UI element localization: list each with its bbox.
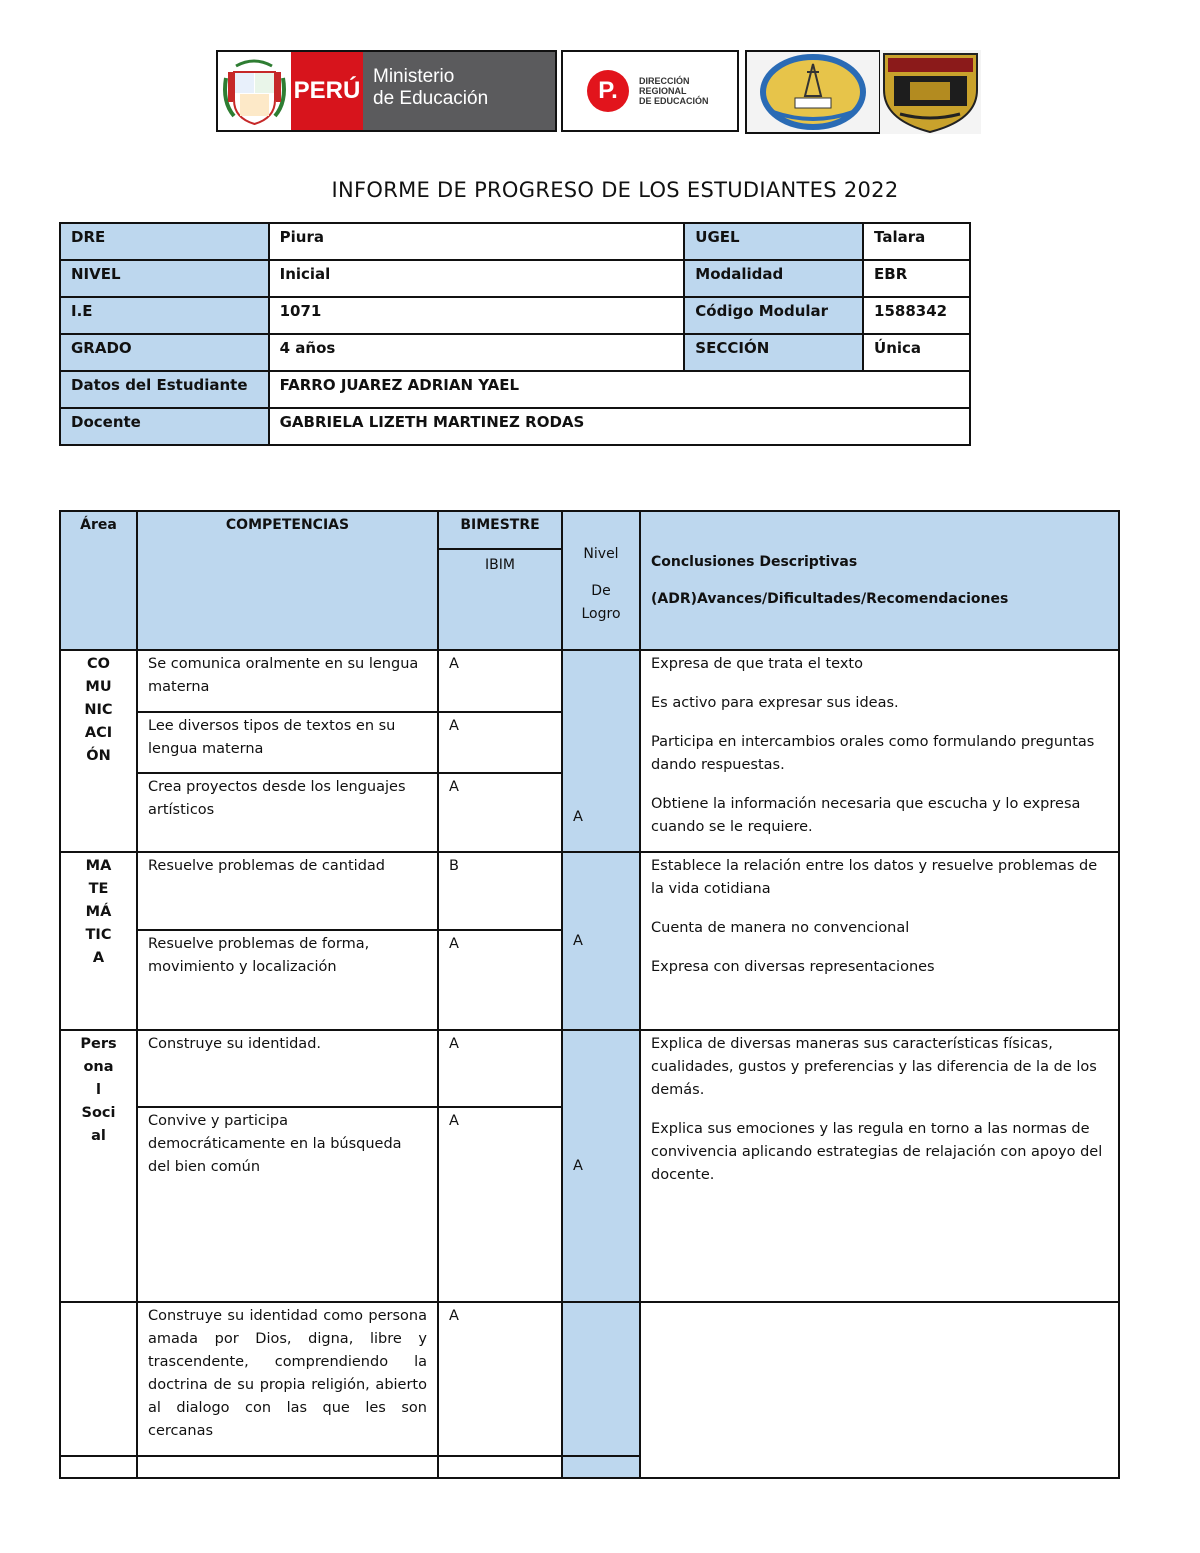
ie-value: 1071 [269, 297, 685, 334]
info-row-ie [60, 297, 970, 334]
grado-value: 4 años [269, 334, 685, 371]
area-text: al [91, 1128, 106, 1144]
school-emblem-icon [745, 50, 881, 134]
area-text: MÁ [85, 904, 112, 920]
dre-label: DRE [60, 223, 269, 260]
header-area: Área [60, 511, 137, 650]
dre-line-1: DIRECCIÓN [639, 76, 690, 86]
conclusion-text: Participa en intercambios orales como formulando preguntas dando respuestas. [651, 734, 1095, 773]
competencia-text: Lee diversos tipos de textos en su lengua materna [137, 712, 438, 773]
area-text: TIC [85, 927, 112, 943]
header-nivel-3: Logro [581, 606, 621, 622]
minedu-line-2: de Educación [373, 88, 489, 109]
area-text: ona [83, 1059, 114, 1075]
area-personal-social [60, 1030, 137, 1302]
estudiante-value: FARRO JUAREZ ADRIAN YAEL [269, 371, 970, 408]
grado-label: GRADO [60, 334, 269, 371]
competencia-grade: A [438, 1107, 562, 1302]
codigo-modular-value: 1588342 [863, 297, 970, 334]
ie-label: I.E [60, 297, 269, 334]
conclusions-personal-social [640, 1030, 1119, 1302]
docente-label: Docente [60, 408, 269, 445]
area-comunicacion [60, 650, 137, 852]
conclusion-text: Explica de diversas maneras sus características físicas, cualidades, gustos y preferencias y las diferencia de la de los demás. [651, 1036, 1097, 1098]
dre-line-2: REGIONAL [639, 86, 687, 96]
nivel-value: Inicial [269, 260, 685, 297]
area-text: ÓN [86, 748, 111, 764]
header-competencias: COMPETENCIAS [137, 511, 438, 650]
table-row [60, 650, 1119, 712]
area-text: CO [87, 656, 110, 672]
table-row [60, 1302, 1119, 1456]
school-shield-icon [880, 50, 981, 134]
modalidad-value: EBR [863, 260, 970, 297]
info-row-dre [60, 223, 970, 260]
info-row-grado [60, 334, 970, 371]
competencia-grade: A [438, 1302, 562, 1456]
table-row [60, 852, 1119, 930]
conclusion-text: Obtiene la información necesaria que escucha y lo expresa cuando se le requiere. [651, 796, 1081, 835]
empty-cell [562, 1456, 640, 1478]
info-row-estudiante [60, 371, 970, 408]
conclusion-text: Expresa con diversas representaciones [651, 959, 935, 975]
area-text: TE [88, 881, 109, 897]
dre-value: Piura [269, 223, 685, 260]
estudiante-label: Datos del Estudiante [60, 371, 269, 408]
codigo-modular-label: Código Modular [684, 297, 863, 334]
ugel-value: Talara [863, 223, 970, 260]
conclusions-matematica [640, 852, 1119, 1030]
header-row-1 [60, 511, 1119, 549]
progress-table [59, 510, 1120, 1479]
header-conclusiones [640, 511, 1119, 650]
header-conclusiones-2: (ADR)Avances/Dificultades/Recomendaciones [651, 590, 1009, 607]
minedu-logo [216, 50, 557, 132]
empty-cell [60, 1456, 137, 1478]
dre-line-3: DE EDUCACIÓN [639, 96, 709, 106]
area-text: A [92, 950, 105, 966]
competencia-grade: A [438, 930, 562, 1030]
ugel-label: UGEL [684, 223, 863, 260]
competencia-grade: A [438, 773, 562, 852]
competencia-grade: B [438, 852, 562, 930]
dre-mark-icon: P. [587, 70, 629, 112]
conclusion-text: Establece la relación entre los datos y resuelve problemas de la vida cotidiana [651, 858, 1098, 897]
competencia-text: Construye su identidad. [137, 1030, 438, 1107]
competencia-grade: A [438, 1030, 562, 1107]
modalidad-label: Modalidad [684, 260, 863, 297]
competencia-text: Resuelve problemas de cantidad [137, 852, 438, 930]
empty-cell [438, 1456, 562, 1478]
area-text: l [96, 1082, 101, 1098]
competencia-text: Se comunica oralmente en su lengua materna [137, 650, 438, 712]
competencia-grade: A [438, 712, 562, 773]
area-text: MA [85, 858, 112, 874]
conclusion-text: Cuenta de manera no convencional [651, 920, 910, 936]
level-comunicacion: A [562, 650, 640, 852]
level-religion [562, 1302, 640, 1456]
competencia-text: Construye su identidad como persona amada por Dios, digna, libre y trascendente, comprendiendo la doctrina de su propia religión, abierto al dialogo con las que les son cercanas [137, 1302, 438, 1456]
area-empty [60, 1302, 137, 1456]
student-info-table [59, 222, 971, 446]
nivel-label: NIVEL [60, 260, 269, 297]
conclusions-religion [640, 1302, 1119, 1478]
conclusion-text: Explica sus emociones y las regula en torno a las normas de convivencia aplicando estrategias de relajación con apoyo del docente. [651, 1121, 1103, 1183]
peru-coat-of-arms-icon [218, 52, 291, 130]
conclusion-text: Es activo para expresar sus ideas. [651, 695, 899, 711]
minedu-line-1: Ministerio [373, 66, 455, 87]
seccion-value: Única [863, 334, 970, 371]
competencia-text: Resuelve problemas de forma, movimiento y localización [137, 930, 438, 1030]
area-text: Pers [80, 1036, 117, 1052]
level-personal-social: A [562, 1030, 640, 1302]
header-ibim: IBIM [438, 549, 562, 650]
table-row [60, 1030, 1119, 1107]
competencia-text: Crea proyectos desde los lenguajes artísticos [137, 773, 438, 852]
minedu-name [363, 52, 555, 130]
header-nivel-2: De [591, 583, 611, 599]
empty-cell [137, 1456, 438, 1478]
competencia-grade: A [438, 650, 562, 712]
docente-value: GABRIELA LIZETH MARTINEZ RODAS [269, 408, 970, 445]
header-conclusiones-1: Conclusiones Descriptivas [651, 553, 858, 570]
area-matematica [60, 852, 137, 1030]
area-text: Soci [81, 1105, 116, 1121]
area-text: MU [85, 679, 112, 695]
conclusions-comunicacion [640, 650, 1119, 852]
conclusion-text: Expresa de que trata el texto [651, 656, 863, 672]
report-title: INFORME DE PROGRESO DE LOS ESTUDIANTES 2022 [331, 178, 899, 202]
dre-text [639, 76, 709, 106]
dre-logo [561, 50, 739, 132]
seccion-label: SECCIÓN [684, 334, 863, 371]
peru-label: PERÚ [291, 52, 363, 130]
level-matematica: A [562, 852, 640, 1030]
header-bimestre: BIMESTRE [438, 511, 562, 549]
header-nivel-logro [562, 511, 640, 650]
area-text: NIC [84, 702, 113, 718]
header-nivel-1: Nivel [583, 546, 619, 562]
info-row-nivel [60, 260, 970, 297]
info-row-docente [60, 408, 970, 445]
area-text: ACI [84, 725, 113, 741]
competencia-text: Convive y participa democráticamente en la búsqueda del bien común [137, 1107, 438, 1302]
